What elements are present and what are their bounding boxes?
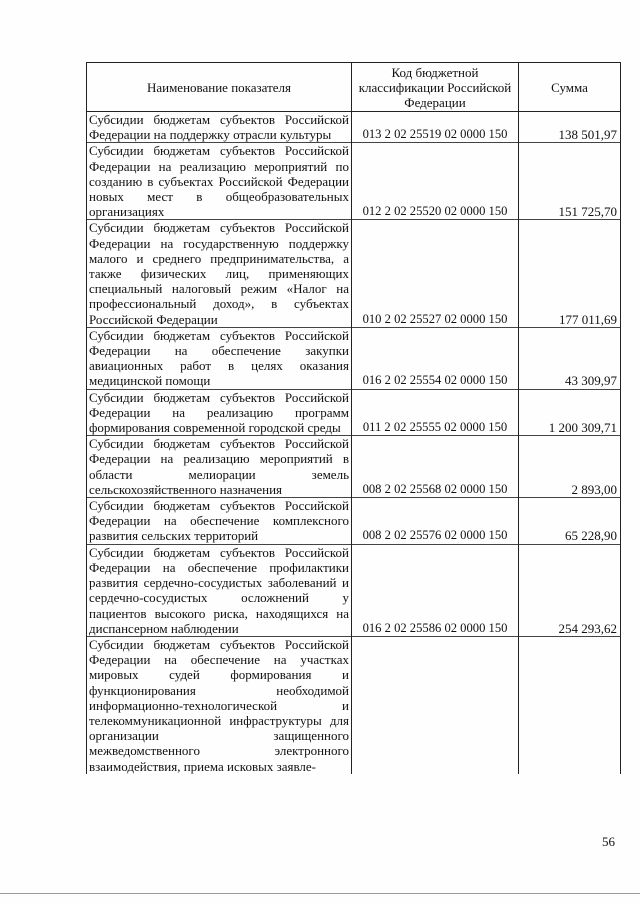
row-amount: 65 228,90 [519, 498, 621, 545]
table-row [87, 498, 621, 545]
header-name: Наименование показателя [87, 63, 352, 112]
row-name: Субсидии бюджетам субъектов Российской Федерации на реализацию мероприятий в области мелиорации земель сельскохозяйственного назначения [87, 436, 352, 498]
row-name: Субсидии бюджетам субъектов Российской Федерации на обеспечение закупки авиационных работ в целях оказания медицинской помощи [87, 327, 352, 389]
header-amount: Сумма [519, 63, 621, 112]
row-code: 016 2 02 25586 02 0000 150 [352, 544, 519, 636]
table-row [87, 544, 621, 636]
table-row [87, 112, 621, 143]
table-row [87, 389, 621, 436]
row-code [352, 636, 519, 773]
table-header-row [87, 63, 621, 112]
row-amount: 1 200 309,71 [519, 389, 621, 436]
row-code: 013 2 02 25519 02 0000 150 [352, 112, 519, 143]
row-code: 008 2 02 25568 02 0000 150 [352, 436, 519, 498]
row-amount: 177 011,69 [519, 220, 621, 327]
row-name: Субсидии бюджетам субъектов Российской Федерации на реализацию программ формирования современной городской среды [87, 389, 352, 436]
table-row [87, 436, 621, 498]
bottom-divider [0, 893, 640, 894]
row-amount [519, 636, 621, 773]
row-name: Субсидии бюджетам субъектов Российской Федерации на реализацию мероприятий по созданию в субъектах Российской Федерации новых мест в общеобразовательных организациях [87, 143, 352, 220]
row-name: Субсидии бюджетам субъектов Российской Федерации на обеспечение профилактики развития сердечно-сосудистых заболеваний и сердечно-сосудистых осложнений у пациентов высокого риска, находящихся на диспансерном наблюдении [87, 544, 352, 636]
row-amount: 138 501,97 [519, 112, 621, 143]
row-amount: 151 725,70 [519, 143, 621, 220]
row-amount: 2 893,00 [519, 436, 621, 498]
table-row [87, 143, 621, 220]
row-code: 011 2 02 25555 02 0000 150 [352, 389, 519, 436]
row-amount: 43 309,97 [519, 327, 621, 389]
row-code: 016 2 02 25554 02 0000 150 [352, 327, 519, 389]
table-row [87, 327, 621, 389]
header-code: Код бюджетной классификации Российской Федерации [352, 63, 519, 112]
table-row [87, 220, 621, 327]
row-name: Субсидии бюджетам субъектов Российской Федерации на поддержку отрасли культуры [87, 112, 352, 143]
row-name: Субсидии бюджетам субъектов Российской Федерации на государственную поддержку малого и среднего предпринимательства, а также физических лиц, применяющих специальный налоговый режим «Налог на профессиональный доход», в субъектах Российской Федерации [87, 220, 352, 327]
row-code: 012 2 02 25520 02 0000 150 [352, 143, 519, 220]
row-name: Субсидии бюджетам субъектов Российской Федерации на обеспечение комплексного развития сельских территорий [87, 498, 352, 545]
table-row [87, 636, 621, 773]
row-code: 008 2 02 25576 02 0000 150 [352, 498, 519, 545]
page-number: 56 [602, 834, 615, 849]
row-name: Субсидии бюджетам субъектов Российской Федерации на обеспечение на участках мировых судей формирования и функционирования необходимой информационно-технологической и телекоммуникационной инфраструктуры для организации защищенного межведомственного электронного взаимодействия, приема исковых заявле- [87, 636, 352, 773]
row-amount: 254 293,62 [519, 544, 621, 636]
row-code: 010 2 02 25527 02 0000 150 [352, 220, 519, 327]
budget-table [86, 62, 621, 774]
